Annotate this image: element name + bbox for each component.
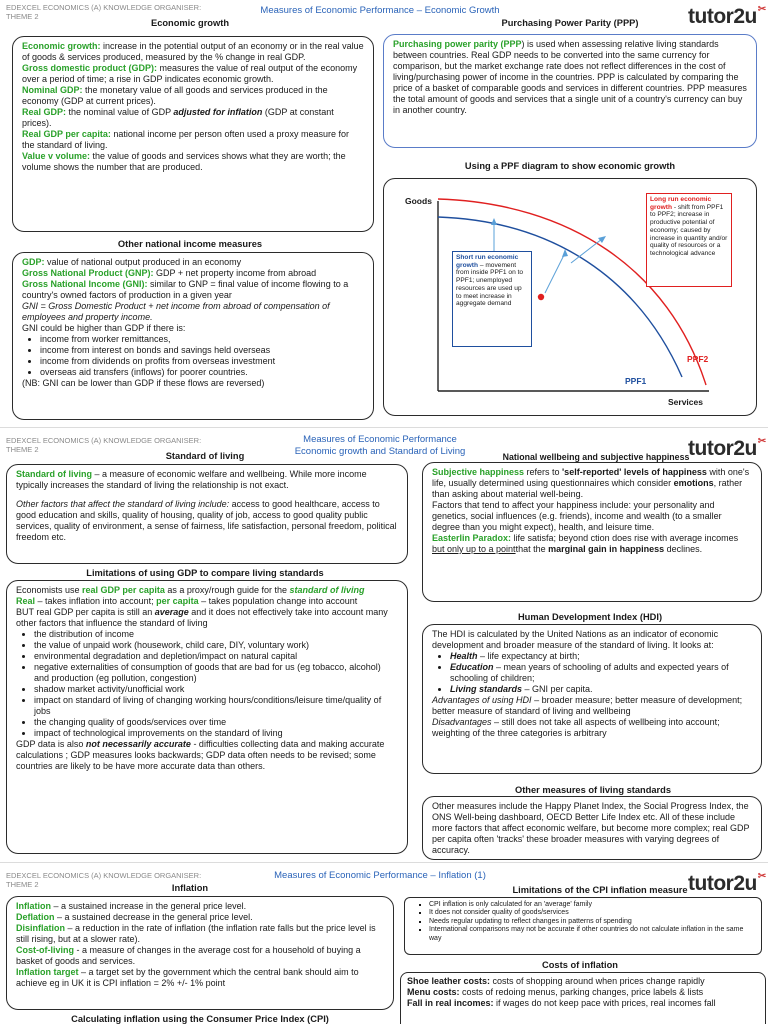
tutor2u-logo: tutor2u✂ — [688, 4, 766, 28]
eg-item: Real GDP per capita: national income per person often used a proxy measure for the standard of living. — [22, 128, 350, 150]
eg-item: Real GDP: the nominal value of GDP adjusted for inflation (GDP at constant prices). — [22, 106, 334, 128]
list-item: • impact on standard of living of changing working hours/conditions/leisure time/quality of jobs — [34, 695, 398, 717]
list-item: • shadow market activity/unofficial work — [34, 684, 398, 695]
heading-costs-inflation: Costs of inflation — [542, 960, 618, 970]
list-item: • negative externalities of consumption of goods that are bad for us (eg tobacco, alcohol) and production (eg pollution, congestion) — [34, 662, 398, 684]
list-item: • income from dividends on profits from overseas investment — [40, 356, 364, 367]
heading-cpi: Calculating inflation using the Consumer Price Index (CPI) — [71, 1014, 329, 1024]
list-item: • income from worker remittances, — [40, 334, 364, 345]
list-item: • Education – mean years of schooling of adults and expected years of schooling of children; — [450, 662, 752, 684]
eg-item: Nominal GDP: the monetary value of all goods and services produced in the economy (GDP at current prices). — [22, 84, 328, 106]
list-item: • impact of technological improvements on the standard of living — [34, 728, 398, 739]
y-axis-label: Goods — [405, 196, 432, 206]
list-item: • environmental degradation and depletion/impact on natural capital — [34, 651, 398, 662]
list-item: • overseas aid transfers (inflows) for poorer countries. — [40, 367, 364, 378]
eg-item: Economic growth: increase in the potential output of an economy or in the real value of goods & services produced, measured by the % change in real GDP. — [22, 41, 364, 62]
eg-item: Value v volume: the value of goods and services shows what they are worth; the volume shows the number that are produced. — [22, 150, 346, 172]
list-item: • the distribution of income — [34, 629, 398, 640]
header-org: EDEXCEL ECONOMICS (A) KNOWLEDGE ORGANISER: THEME 2 — [6, 436, 202, 454]
list-item: • the value of unpaid work (housework, child care, DIY, voluntary work) — [34, 640, 398, 651]
costs-inflation-box: Shoe leather costs: costs of shopping around when prices change rapidly Menu costs: costs of redoing menus, parking changes, price labels & lists Fall in real incomes: if wages do not keep pace with prices, real incomes fall — [400, 972, 766, 1024]
cpi-limitations-box — [404, 897, 762, 955]
header-org: EDEXCEL ECONOMICS (A) KNOWLEDGE ORGANISER: THEME 2 — [6, 871, 202, 889]
cpi-limitations-list — [429, 901, 755, 943]
list-item: ▪ CPI inflation is only calculated for an 'average' family — [429, 901, 755, 909]
section-title: Measures of Economic Performance – Economic Growth — [260, 5, 500, 16]
limitations-list — [34, 629, 398, 739]
gni-list — [40, 334, 364, 378]
heading-cpi-limitations: Limitations of the CPI inflation measure — [512, 885, 688, 895]
list-item: ▪ International comparisons may not be accurate if other countries do not calculate inflation in the same way — [429, 926, 755, 943]
hdi-box: The HDI is calculated by the United Nations as an indicator of economic development and broader measure of the standard of living. It looks at: • Health – life expectancy at birth; • Education – mean years of schooling of adults and expected years of schooling of children; • Living standards – GNI per capita. Advantages of using HDI – broader measure; better measure of development; better measure of standard of living and wellbeing Disadvantages – still does not take all aspects of wellbeing into account; weighting of the three categories is arbitrary — [422, 624, 762, 774]
list-item: • Living standards – GNI per capita. — [450, 684, 752, 695]
heading-economic-growth: Economic growth — [151, 18, 229, 28]
ppf2-label: PPF2 — [687, 354, 709, 364]
ppf1-label: PPF1 — [625, 376, 647, 386]
shift-arrow — [571, 239, 602, 263]
eg-item: Gross domestic product (GDP): measures the value of real output of the economy over a period of time; a rise in GDP indicates economic growth. — [22, 62, 358, 84]
list-item: • income from interest on bonds and savings held overseas — [40, 345, 364, 356]
other-living-box: Other measures include the Happy Planet Index, the Social Progress Index, the ONS Well-being dashboard, OECD Better Life Index etc. All of these include more factors that affect economic welfare, but become more complex; real GDP per capita often 'tracks' these broader measures with varying degrees of accuracy. — [422, 796, 762, 860]
short-run-note: Short run economic growth – movement from inside PPF1 on to PPF1; unemployed resources are used up to meet increase in aggregate demand — [452, 251, 532, 347]
standard-of-living-box: Standard of living – a measure of economic welfare and wellbeing. While more income typically increases the standard of living the relationship is not exact. Other factors that affect the standard of living include: access to good healthcare, access to good education and skills, quality of housing, quality of job, access to good quality public services, quality of environment, a sense of fairness, life satisfaction, personal freedom, political freedom etc. — [6, 464, 408, 564]
heading-hdi: Human Development Index (HDI) — [517, 612, 663, 622]
heading-other-measures: Other national income measures — [117, 239, 263, 249]
heading-ppp: Purchasing Power Parity (PPP) — [501, 18, 639, 28]
x-axis-label: Services — [668, 397, 703, 407]
hdi-list — [450, 651, 752, 695]
heading-wellbeing: National wellbeing and subjective happiness — [502, 452, 690, 462]
point-inside-ppf — [538, 294, 544, 300]
heading-limitations-gdp: Limitations of using GDP to compare living standards — [86, 568, 324, 578]
ppp-box: Purchasing power parity (PPP) is used when assessing relative living standards between countries. Real GDP needs to be converted into the same currency for comparison, but the market exchange rate does not reflect differences in the cost of living/purchasing power of income in the countries. PPP is calculated by comparing the price of a basket of comparable goods and services in different countries. PPP measures the total amount of goods and services that a single unit of a country's currency can buy in another country. — [383, 34, 757, 148]
list-item: • Health – life expectancy at birth; — [450, 651, 752, 662]
tutor2u-logo: tutor2u✂ — [688, 871, 766, 895]
short-run-arrow — [545, 253, 565, 293]
heading-ppf: Using a PPF diagram to show economic growth — [464, 161, 676, 171]
tutor2u-logo: tutor2u✂ — [688, 436, 766, 460]
other-measures-box: GDP: value of national output produced in an economy Gross National Product (GNP): GDP + net property income from abroad Gross National Income (GNI): similar to GNP = final value of income flowing to a country's owned factors of production in a given year GNI = Gross Domestic Product + net income from abroad of compensation of employees and property income. GNI could be higher than GDP if there is: • income from worker remittances, • income from interest on bonds and savings held overseas • income from dividends on profits from overseas investment • overseas aid transfers (inflows) for poorer countries. (NB: GNI can be lower than GDP if these flows are reversed) — [12, 252, 374, 420]
wellbeing-box: Subjective happiness refers to 'self-reported' levels of happiness with one's life, usually determined using questionnaires which consider emotions, rather than asking about material well-being. Factors that tend to affect your happiness include: your personality and genetics, social influences (e.g. friends), income and wealth (to a smaller degree than you might expect), health, and leisure time. Easterlin Paradox: life satisfa; beyond ction does rise with average incomes but only up to a pointthat the marginal gain in happiness declines. — [422, 462, 762, 602]
limitations-gdp-box: Economists use real GDP per capita as a proxy/rough guide for the standard of living Real – takes inflation into account; per capita – takes population change into account BUT real GDP per capita is still an average and it does not effectively take into account many other factors that influence the standard of living • the distribution of income • the value of unpaid work (housework, child care, DIY, voluntary work) • environmental degradation and depletion/impact on natural capital • negative externalities of consumption of goods that are bad for us (eg tobacco, alcohol) and production (eg pollution, congestion) • shadow market activity/unofficial work • impact on standard of living of changing working hours/conditions/leisure time/quality of jobs • the changing quality of goods/services over time • impact of technological improvements on the standard of living GDP data is also not necessarily accurate - difficulties collecting data and making accurate calculations ; GDP measures looks backwards; GDP data often needs to be revised; some countries are likely to be have more accurate data than others. — [6, 580, 408, 854]
list-item: ▪ It does not consider quality of goods/services — [429, 909, 755, 917]
heading-other-living: Other measures of living standards — [514, 785, 672, 795]
heading-inflation: Inflation — [171, 883, 209, 893]
economic-growth-box — [12, 36, 374, 232]
inflation-box: Inflation – a sustained increase in the general price level. Deflation – a sustained decrease in the general price level. Disinflation – a reduction in the rate of inflation (the inflation rate falls but the price level is still rising, but at a slower rate). Cost-of-living - a measure of changes in the average cost for a household of buying a basket of goods and services. Inflation target – a target set by the government which the central bank should aim to achieve eg in UK it is CPI inflation = 2% +/- 1% point — [6, 896, 394, 1010]
long-run-note: Long run economic growth - shift from PPF1 to PPF2; increase in productive potential of economy; caused by increase in quantity and/or quality of resources or a technological advance — [646, 193, 732, 287]
divider — [0, 427, 768, 428]
list-item: • the changing quality of goods/services over time — [34, 717, 398, 728]
divider — [0, 862, 768, 863]
ppf-diagram — [383, 178, 757, 416]
heading-standard-of-living: Standard of living — [165, 451, 245, 461]
header-org: EDEXCEL ECONOMICS (A) KNOWLEDGE ORGANISER: THEME 2 — [6, 3, 202, 21]
list-item: ▪ Needs regular updating to reflect changes in patterns of spending — [429, 918, 755, 926]
section-title: Measures of Economic Performance – Inflation (1) — [274, 870, 486, 881]
section-title: Measures of Economic Performance Economic growth and Standard of Living — [294, 434, 466, 457]
